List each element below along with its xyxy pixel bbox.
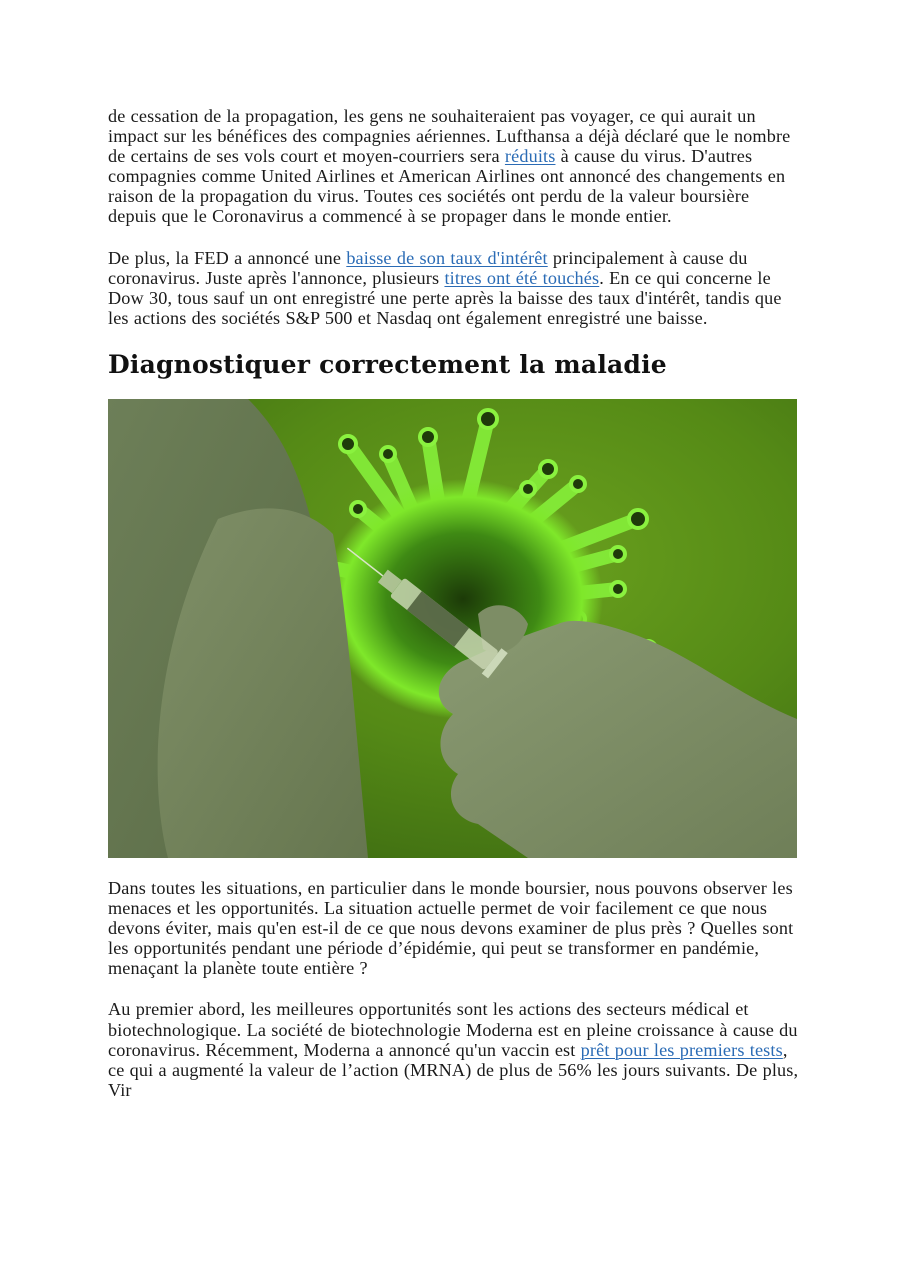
text-segment: principalement à cause du coronavirus. Juste après l'annonce, plusieurs: [108, 247, 748, 288]
text-segment: De plus, la FED a annoncé une: [108, 247, 347, 268]
document-page: [108, 106, 800, 1100]
link-pret-premiers-tests[interactable]: prêt pour les premiers tests: [580, 1039, 783, 1060]
paragraph-airlines: [108, 106, 800, 227]
section-heading: Diagnostiquer correctement la maladie: [108, 349, 667, 379]
text-segment: , ce qui a augmenté la valeur de l’action (MRNA) de plus de 56% les jours suivants. De plus, Vir: [108, 1039, 799, 1100]
text-segment: de cessation de la propagation, les gens ne souhaiteraient pas voyager, ce qui aurait un impact sur les bénéfices des compagnies aériennes. Lufthansa a déjà déclaré que le nombre de certains de ses vols court et moyen-courriers sera: [108, 106, 791, 167]
text-segment: à cause du virus. D'autres compagnies comme United Airlines et American Airlines ont annoncé des changements en raison de la propagation du virus. Toutes ces sociétés ont perdu de la valeur boursière depuis que le Coronavirus a commencé à se propager dans le monde entier.: [108, 146, 786, 227]
link-baisse-taux-interet[interactable]: baisse de son taux d'intérêt: [346, 247, 548, 268]
paragraph-opportunities: [108, 878, 800, 978]
link-reduits[interactable]: réduits: [504, 146, 556, 167]
paragraph-fed: [108, 248, 800, 328]
paragraph-moderna: [108, 999, 800, 1099]
link-titres-touches[interactable]: titres ont été touchés: [444, 267, 600, 288]
text-segment: . En ce qui concerne le Dow 30, tous sauf un ont enregistré une perte après la baisse des taux d'intérêt, tandis que les actions des sociétés S&P 500 et Nasdaq ont également enregistré une baisse.: [108, 267, 782, 328]
vaccine-virus-image: [108, 399, 797, 858]
text-segment: Dans toutes les situations, en particulier dans le monde boursier, nous pouvons observer les menaces et les opportunités. La situation actuelle permet de voir facilement ce que nous devons éviter, mais qu'en est-il de ce que nous devons examiner de plus près ? Quelles sont les opportunités pendant une période d’épidémie, qui peut se transformer en pandémie, menaçant la planète toute entière ?: [108, 877, 794, 979]
vaccine-illustration: [108, 399, 797, 858]
text-segment: Au premier abord, les meilleures opportunités sont les actions des secteurs médical et biotechnologique. La société de biotechnologie Moderna est en pleine croissance à cause du coronavirus. Récemment, Moderna a annoncé qu'un vaccin est: [108, 999, 798, 1060]
